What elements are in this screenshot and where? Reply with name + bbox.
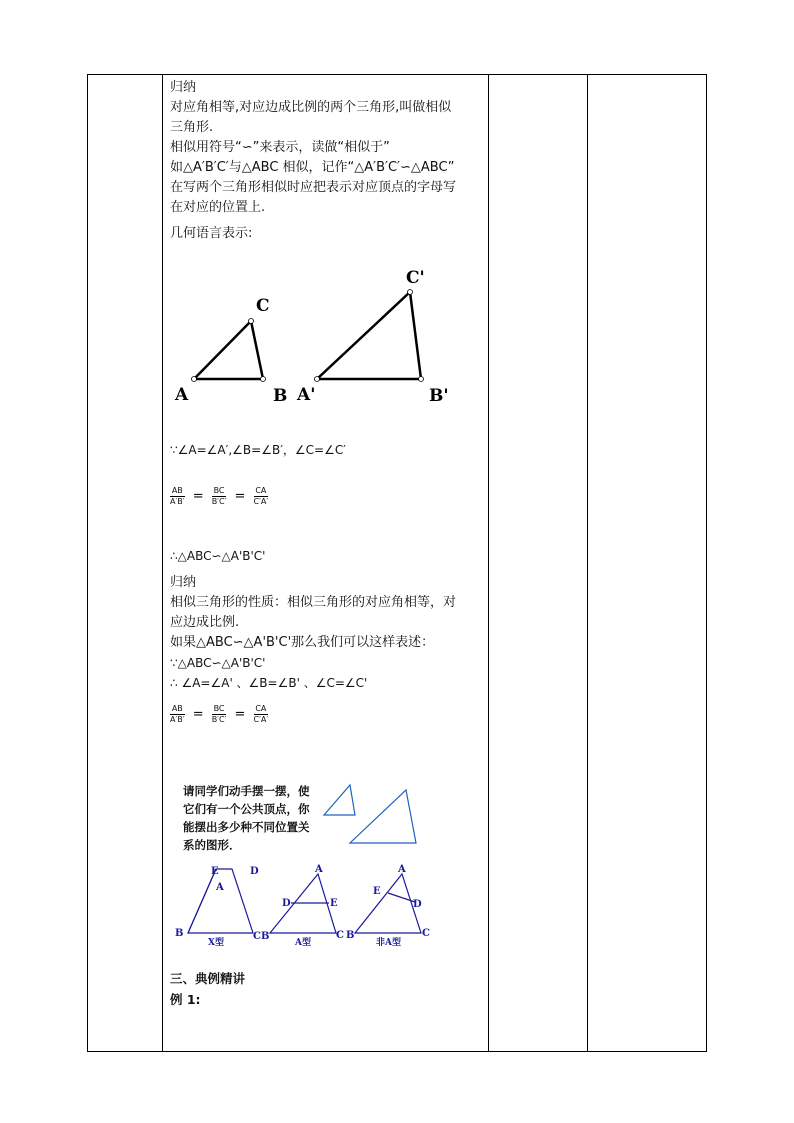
table-col-divider-1 — [162, 74, 163, 1052]
a-type-figure — [270, 874, 336, 933]
therefore-similar: ∴△ABC∽△A'B'C' — [170, 549, 266, 563]
section1-line: 相似用符号“∽”来表示，读做“相似于” — [170, 140, 390, 155]
non-a-label-a: A — [398, 864, 406, 875]
a-label-a: A — [315, 864, 323, 875]
table-border-left — [87, 74, 88, 1052]
x-label-a: A — [216, 882, 224, 893]
section1-line: 三角形. — [170, 120, 214, 135]
non-a-type-caption: 非A型 — [376, 938, 401, 948]
a-type-caption: A型 — [295, 938, 311, 948]
non-a-label-b: B — [346, 930, 355, 941]
geo-language-label: 几何语言表示: — [170, 226, 253, 241]
section2-line: ∵△ABC∽△A'B'C' — [170, 656, 266, 670]
label-a-prime: A' — [297, 385, 316, 405]
section2-line: ∴ ∠A=∠A' 、∠B=∠B' 、∠C=∠C' — [170, 676, 368, 690]
x-type-labels — [175, 866, 261, 948]
x-label-b: B — [175, 928, 184, 939]
x-type-figure — [188, 869, 253, 933]
section3-heading: 三、典例精讲 — [170, 971, 246, 986]
a-label-c: C — [336, 930, 344, 941]
label-a: A — [175, 385, 189, 405]
non-a-type-labels — [346, 864, 430, 948]
equals-sign: = — [234, 707, 246, 722]
frac-den: C′A′ — [253, 715, 269, 724]
x-label-c: C — [253, 931, 261, 942]
equals-sign: = — [192, 489, 204, 504]
section1-line: 在对应的位置上. — [170, 200, 266, 215]
activity-instruction — [183, 782, 310, 854]
section2-line: 应边成比例. — [170, 615, 240, 630]
triangle-a1b1c1 — [317, 292, 421, 379]
section2-heading: 归纳 — [170, 575, 197, 590]
example-label: 例 1: — [170, 992, 201, 1007]
section2-line: 相似三角形的性质：相似三角形的对应角相等，对 — [170, 595, 457, 610]
similar-triangles-figure — [170, 262, 470, 412]
non-a-label-c: C — [422, 928, 430, 939]
section1-heading: 归纳 — [170, 80, 197, 95]
table-col-divider-3 — [587, 74, 588, 1052]
table-border-top — [87, 74, 707, 75]
table-border-right — [706, 74, 707, 1052]
frac-den: A′B′ — [170, 715, 185, 724]
x-type-caption: X型 — [208, 938, 224, 948]
non-a-label-d: D — [413, 899, 422, 910]
frac-num: BC — [213, 486, 225, 495]
non-a-type-figure — [355, 874, 421, 933]
section2-line: 如果△ABC∽△A'B'C'那么我们可以这样表述： — [170, 635, 435, 650]
ratio-equation-1 — [170, 486, 268, 507]
frac-den: A′B′ — [170, 497, 185, 506]
non-a-label-e: E — [373, 886, 381, 897]
table-border-bottom — [87, 1051, 707, 1052]
activity-line: 系的图形． — [183, 838, 241, 852]
x-label-e: E — [211, 866, 219, 877]
label-c-prime: C' — [406, 268, 425, 288]
equals-sign: = — [192, 707, 204, 722]
section1-line: 如△A′B′C′与△ABC 相似，记作“△A′B′C′∽△ABC” — [170, 160, 455, 175]
because-angles: ∵∠A=∠A′,∠B=∠B′，∠C=∠C′ — [170, 443, 346, 457]
a-label-e: E — [330, 898, 338, 909]
activity-line: 请同学们动手摆一摆，使 — [183, 784, 310, 798]
ratio-equation-2 — [170, 704, 268, 725]
label-b-prime: B' — [429, 386, 449, 406]
a-type-labels — [261, 864, 344, 948]
activity-line: 能摆出多少种不同位置关 — [183, 820, 310, 834]
label-b: B — [273, 386, 288, 406]
section3 — [170, 968, 245, 1010]
activity-line: 它们有一个公共顶点，你 — [183, 802, 310, 816]
section1-line: 对应角相等,对应边成比例的两个三角形,叫做相似 — [170, 100, 452, 115]
large-blue-triangle — [350, 790, 416, 843]
activity-triangles-figure — [320, 780, 430, 850]
frac-num: AB — [171, 486, 183, 495]
small-blue-triangle — [324, 785, 355, 815]
a-label-b: B — [261, 931, 270, 942]
similarity-configurations-figure — [170, 860, 445, 952]
table-col-divider-2 — [488, 74, 489, 1052]
frac-den: B′C′ — [211, 497, 227, 506]
triangle-abc — [194, 321, 263, 379]
x-label-d: D — [250, 866, 259, 877]
frac-num: AB — [171, 704, 183, 713]
frac-num: CA — [255, 486, 267, 495]
section1-line: 在写两个三角形相似时应把表示对应顶点的字母写 — [170, 180, 457, 195]
frac-num: CA — [255, 704, 267, 713]
content-cell — [170, 78, 484, 244]
equals-sign: = — [234, 489, 246, 504]
a-label-d: D — [282, 898, 291, 909]
section2 — [170, 573, 456, 693]
frac-den: C′A′ — [253, 497, 269, 506]
label-c: C — [256, 296, 270, 316]
frac-den: B′C′ — [211, 715, 227, 724]
frac-num: BC — [213, 704, 225, 713]
